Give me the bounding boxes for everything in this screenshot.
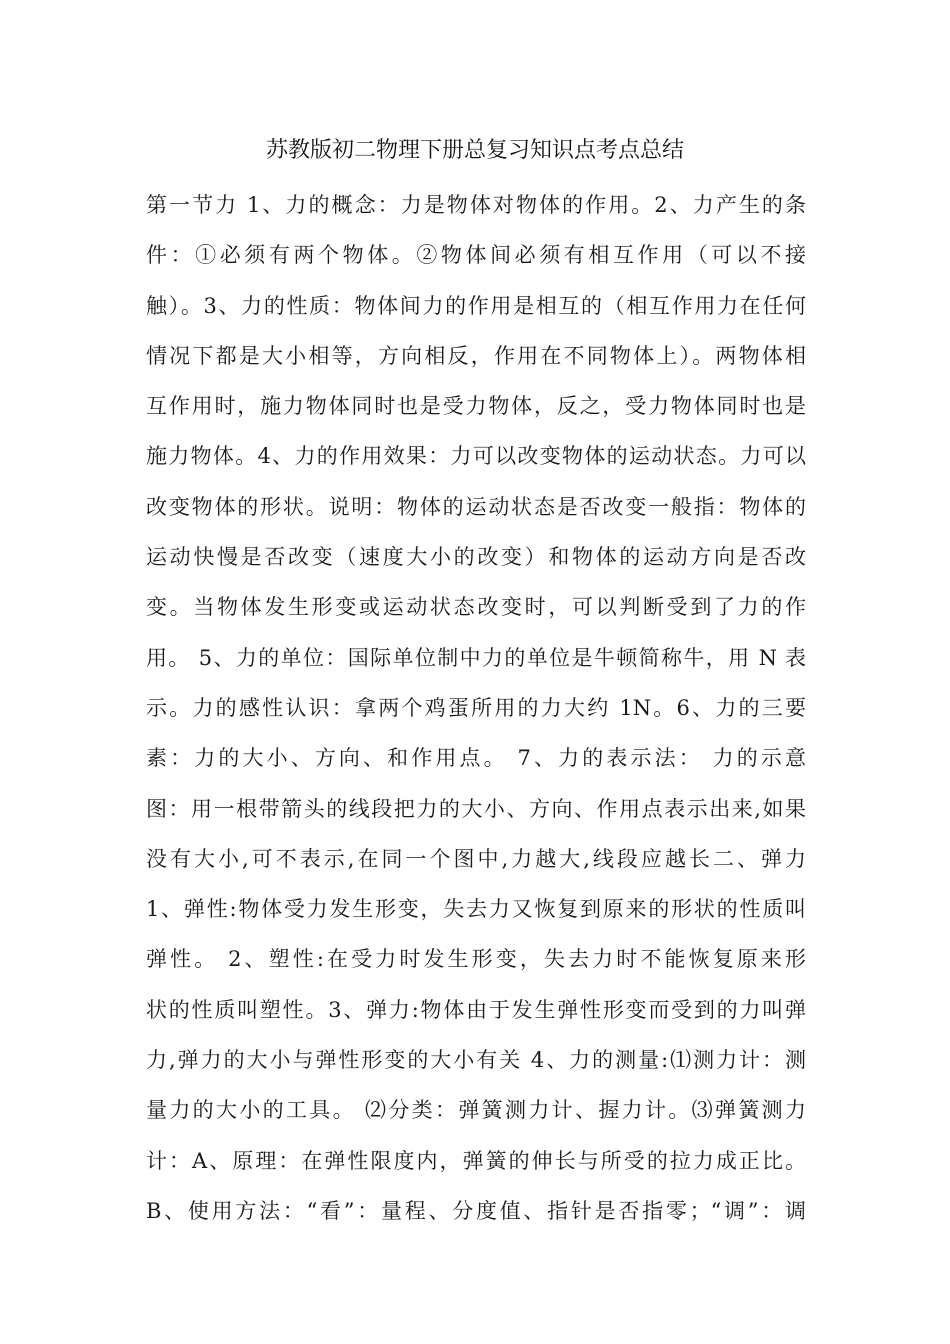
text-line: 没有大小,可不表示,在同一个图中,力越大,线段应越长二、弹力 <box>146 846 806 871</box>
text-line: 运动快慢是否改变（速度大小的改变）和物体的运动方向是否改 <box>146 545 806 570</box>
text-line: 弹性。 2、塑性:在受力时发生形变，失去力时不能恢复原来形 <box>146 947 806 972</box>
text-line: 量力的大小的工具。 ⑵分类：弹簧测力计、握力计。⑶弹簧测力 <box>146 1098 806 1123</box>
text-line: 情况下都是大小相等，方向相反，作用在不同物体上）。两物体相 <box>146 343 806 368</box>
page-title: 苏教版初二物理下册总复习知识点考点总结 <box>265 138 684 163</box>
text-line: 状的性质叫塑性。3、弹力:物体由于发生弹性形变而受到的力叫弹 <box>146 997 806 1022</box>
text-line: 1、弹性:物体受力发生形变，失去力又恢复到原来的形状的性质叫 <box>146 897 806 922</box>
text-line: 触）。3、力的性质：物体间力的作用是相互的（相互作用力在任何 <box>146 293 806 318</box>
text-line: 计：A、原理：在弹性限度内，弹簧的伸长与所受的拉力成正比。 <box>146 1148 806 1173</box>
text-line: 改变物体的形状。说明：物体的运动状态是否改变一般指：物体的 <box>146 494 806 519</box>
text-line: 用。 5、力的单位：国际单位制中力的单位是牛顿简称牛，用 N 表 <box>146 645 806 670</box>
text-line: 素：力的大小、方向、和作用点。 7、力的表示法： 力的示意 <box>146 746 806 771</box>
text-line: 图：用一根带箭头的线段把力的大小、方向、作用点表示出来,如果 <box>146 796 806 821</box>
body-text <box>146 180 806 1236</box>
text-line: B、使用方法：“看”：量程、分度值、指针是否指零；“调”：调 <box>146 1198 806 1223</box>
text-line: 示。力的感性认识：拿两个鸡蛋所用的力大约 1N。6、力的三要 <box>146 695 806 720</box>
text-line: 件：①必须有两个物体。②物体间必须有相互作用（可以不接 <box>146 243 806 268</box>
text-line: 第一节力 1、力的概念：力是物体对物体的作用。2、力产生的条 <box>146 193 806 217</box>
text-line: 力,弹力的大小与弹性形变的大小有关 4、力的测量:⑴测力计：测 <box>146 1048 806 1073</box>
text-line: 施力物体。4、力的作用效果：力可以改变物体的运动状态。力可以 <box>146 444 806 469</box>
text-line: 变。当物体发生形变或运动状态改变时，可以判断受到了力的作 <box>146 595 806 620</box>
text-line: 互作用时，施力物体同时也是受力物体，反之，受力物体同时也是 <box>146 394 806 419</box>
